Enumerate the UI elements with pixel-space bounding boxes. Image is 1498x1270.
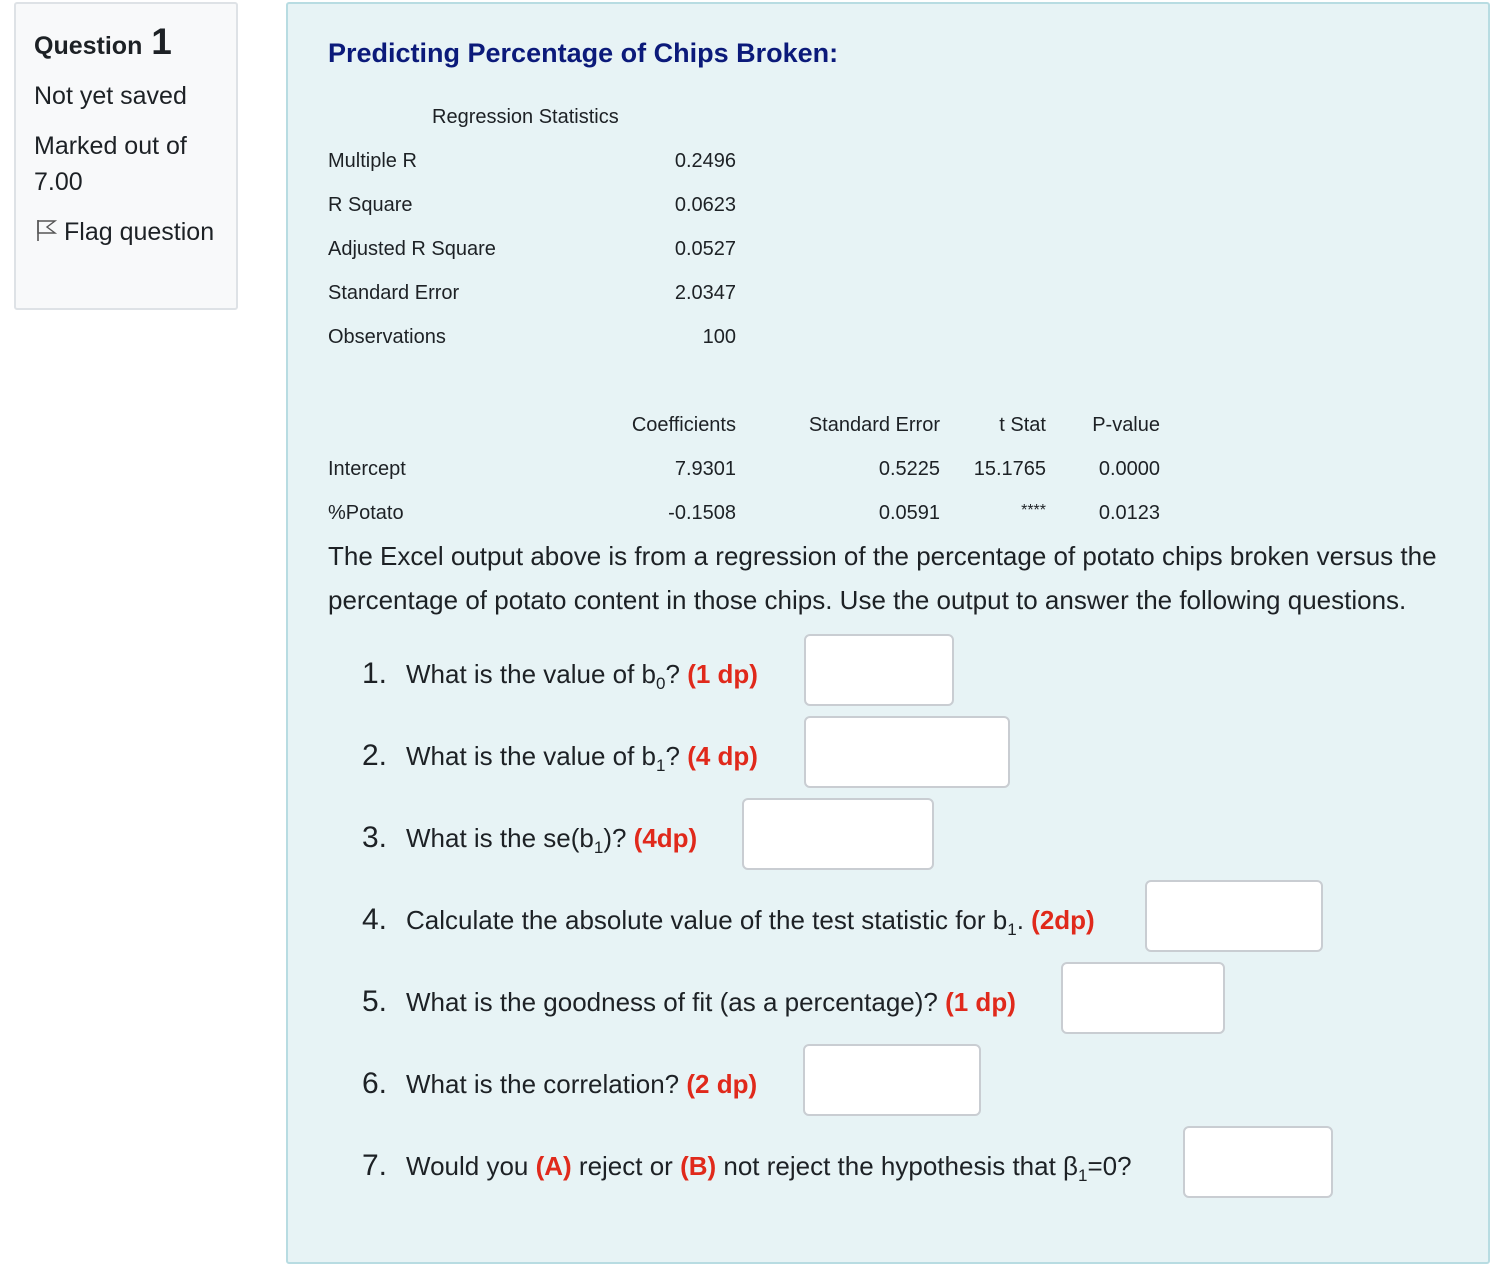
option-b-label: (B) bbox=[680, 1151, 717, 1181]
coef-header: Coefficients bbox=[631, 414, 736, 436]
question-number: 1 bbox=[151, 21, 172, 62]
flag-question-link[interactable] bbox=[34, 214, 218, 250]
stat-value: 0.0527 bbox=[674, 238, 736, 260]
tstat-value: 15.1765 bbox=[973, 458, 1046, 480]
question-label: Question bbox=[34, 32, 143, 60]
stat-label: Adjusted R Square bbox=[328, 238, 496, 260]
question-item-3: 3. What is the $se(b_1)$? (4dp) bbox=[362, 821, 698, 858]
coef-row-label: Intercept bbox=[328, 458, 406, 480]
question-item-1: 1. What is the value of $b_0$? (1 dp) bbox=[362, 657, 758, 694]
option-a-label: (A) bbox=[535, 1151, 572, 1181]
stat-label: Standard Error bbox=[328, 282, 460, 304]
question-item-2: 2. What is the value of $b_1$? (4 dp) bbox=[362, 739, 758, 776]
question-info-panel bbox=[14, 2, 238, 310]
coef-header: P-value bbox=[1092, 414, 1160, 436]
question-grade: Marked out of 7.00 bbox=[34, 132, 187, 196]
marks-badge: (4 dp) bbox=[687, 741, 758, 771]
question-content bbox=[286, 2, 1490, 1264]
answer-input-6[interactable] bbox=[803, 1044, 981, 1116]
question-number-heading bbox=[34, 22, 218, 66]
pvalue-value: 0.0000 bbox=[1098, 458, 1160, 480]
answer-input-1[interactable] bbox=[804, 634, 954, 706]
se-value: 0.5225 bbox=[878, 458, 940, 480]
question-item-4: 4. Calculate the absolute value of the test statistic for $b_1$. (2dp) bbox=[362, 903, 1095, 940]
stat-value: 100 bbox=[702, 326, 736, 348]
answer-input-5[interactable] bbox=[1061, 962, 1225, 1034]
stat-value: 0.2496 bbox=[674, 150, 736, 172]
marks-badge: (2dp) bbox=[1031, 905, 1095, 935]
marks-badge: (1 dp) bbox=[687, 659, 758, 689]
answer-input-4[interactable] bbox=[1145, 880, 1323, 952]
coef-value: -0.1508 bbox=[668, 502, 736, 524]
stat-value: 2.0347 bbox=[674, 282, 736, 304]
marks-badge: (1 dp) bbox=[945, 987, 1016, 1017]
marks-badge: (4dp) bbox=[633, 823, 698, 853]
stat-label: Observations bbox=[328, 326, 446, 348]
question-state: Not yet saved bbox=[34, 82, 187, 110]
question-item-7: 7. Would you (A) reject or (B) not reject the hypothesis that $\beta_1=0$? bbox=[362, 1149, 1132, 1186]
tstat-value: **** bbox=[1021, 502, 1046, 519]
se-value: 0.0591 bbox=[878, 502, 940, 524]
answer-input-3[interactable] bbox=[742, 798, 934, 870]
answer-input-7[interactable] bbox=[1183, 1126, 1333, 1198]
flag-icon bbox=[34, 218, 58, 242]
question-item-6: 6. What is the correlation? (2 dp) bbox=[362, 1067, 758, 1100]
pvalue-value: 0.0123 bbox=[1098, 502, 1160, 524]
question-title: Predicting Percentage of Chips Broken: bbox=[328, 38, 839, 68]
marks-badge: (2 dp) bbox=[686, 1069, 758, 1099]
coef-row-label: %Potato bbox=[328, 502, 404, 524]
stat-label: R Square bbox=[328, 194, 413, 216]
coef-header: t Stat bbox=[999, 414, 1046, 436]
coef-value: 7.9301 bbox=[674, 458, 736, 480]
flag-question-label: Flag question bbox=[64, 218, 215, 246]
stat-label: Multiple R bbox=[328, 150, 417, 172]
answer-input-2[interactable] bbox=[804, 716, 1010, 788]
regression-stats-heading: Regression Statistics bbox=[432, 106, 619, 128]
coef-header: Standard Error bbox=[808, 414, 940, 436]
question-paragraph: The Excel output above is from a regression of the percentage of potato chips broken versus the percentage of potato content in those chips. Use the output to answer the following questions. bbox=[328, 541, 1437, 615]
question-item-5: 5. What is the goodness of fit (as a percentage)? (1 dp) bbox=[362, 985, 1016, 1018]
stat-value: 0.0623 bbox=[674, 194, 736, 216]
